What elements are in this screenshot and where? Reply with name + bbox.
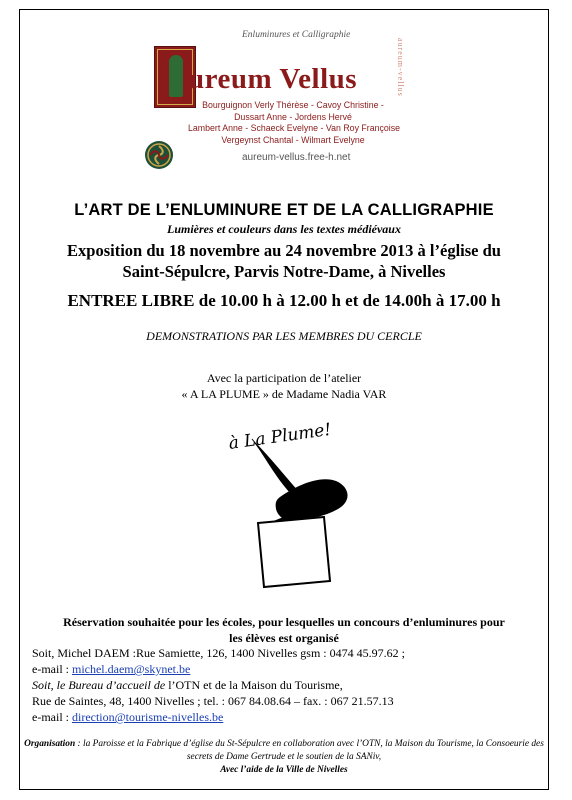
exhibition-info [19, 240, 549, 282]
reservation-line: Réservation souhaitée pour les écoles, pour lesquelles un concours d’enluminures pour [63, 615, 505, 629]
exhibition-line: Saint-Sépulcre, Parvis Notre-Dame, à Nivelles [122, 262, 446, 281]
a-la-plume-logo [212, 405, 362, 590]
opening-hours: ENTREE LIBRE de 10.00 h à 12.00 h et de 14.00h à 17.00 h [67, 291, 501, 310]
logo-title: ureum Vellus [188, 63, 358, 95]
contact-address: Rue de Saintes, 48, 1400 Nivelles ; tel. : 067 84.08.64 – fax. : 067 21.57.13 [32, 694, 394, 708]
contact-email-line [32, 710, 223, 725]
contact-line: Soit, Michel DAEM :Rue Samiette, 126, 1400 Nivelles gsm : 0474 45.97.62 ; [32, 646, 405, 660]
aureum-vellus-logo [144, 18, 406, 173]
email-label: e-mail : [32, 662, 72, 676]
organisation-support: Avec l’aide de la Ville de Nivelles [220, 764, 348, 775]
participation-line: « A LA PLUME » de Madame Nadia VAR [181, 387, 387, 401]
organisation-note [24, 738, 544, 776]
logo-member-names [188, 100, 401, 146]
contact-office-name: l’OTN et de la Maison du Tourisme, [168, 678, 343, 692]
contact-line [32, 678, 343, 693]
participation-note [19, 370, 549, 402]
contact-email-line [32, 662, 190, 677]
email-link-tourisme[interactable]: direction@tourisme-nivelles.be [71, 710, 224, 724]
organisation-text: : la Paroisse et la Fabrique d’église du St-Sépulcre en collaboration avec l’OTN, la Maison du Tourisme, la Consoeurie des secrets de Dame Gertrude et le soutien de la SANiv, [75, 739, 544, 762]
subtitle: Lumières et couleurs dans les textes médiévaux [167, 222, 401, 236]
email-link-daem[interactable]: michel.daem@skynet.be [71, 662, 191, 676]
logo-names-line: Vergeynst Chantal - Wilmart Evelyne [221, 134, 365, 145]
logo-names-line: Lambert Anne - Schaeck Evelyne - Van Roy Françoise [188, 123, 401, 134]
logo-names-line: Bourguignon Verly Thérèse - Cavoy Christine - [202, 100, 384, 110]
reservation-line: les élèves est organisé [229, 631, 339, 645]
celtic-knot-icon [144, 140, 174, 170]
contact-office-label: Soit, le Bureau d’accueil de [32, 678, 169, 692]
exhibition-line: Exposition du 18 novembre au 24 novembre 2013 à l’église du [67, 241, 501, 260]
reservation-note [32, 614, 536, 646]
main-title: L’ART DE L’ENLUMINURE ET DE LA CALLIGRAPHIE [74, 201, 494, 219]
logo-names-line: Dussart Anne - Jordens Hervé [234, 111, 352, 122]
logo-url: aureum-vellus.free-h.net [242, 152, 351, 163]
participation-line: Avec la participation de l’atelier [206, 371, 362, 385]
pen-logo-text: à La Plume! [227, 419, 333, 454]
email-label: e-mail : [32, 710, 72, 724]
logo-subtitle: Enluminures et Calligraphie [242, 30, 351, 40]
demonstrations-note: DEMONSTRATIONS PAR LES MEMBRES DU CERCLE [146, 329, 422, 343]
organisation-label: Organisation [24, 739, 76, 749]
logo-vertical-text: aureum-vellus [396, 38, 405, 97]
